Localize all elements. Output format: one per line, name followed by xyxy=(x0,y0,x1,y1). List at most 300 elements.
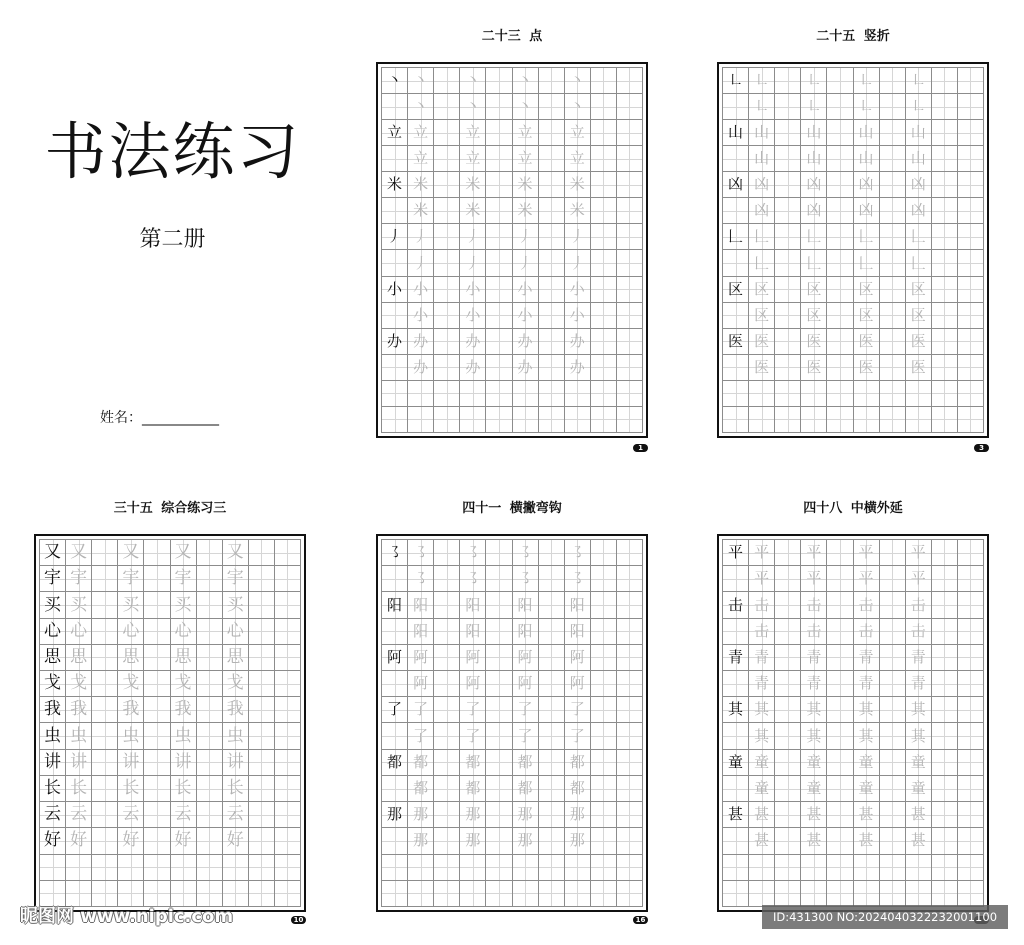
cover-name-field: 姓名：___________ xyxy=(100,410,219,426)
grid-cell xyxy=(906,723,932,749)
trace-character: 丶 xyxy=(465,71,481,90)
grid-cell xyxy=(854,723,880,749)
grid-cell xyxy=(118,776,144,802)
grid-cell xyxy=(749,881,775,907)
trace-character: 丶 xyxy=(465,97,481,116)
trace-character: 都 xyxy=(413,752,429,771)
trace-character: 平 xyxy=(858,543,874,562)
trace-character: ㇌ xyxy=(569,569,585,588)
grid-cell xyxy=(880,671,906,697)
grid-cell xyxy=(66,723,92,749)
grid-cell xyxy=(591,407,617,433)
grid-cell xyxy=(66,828,92,854)
grid-cell xyxy=(40,645,66,671)
page-number-badge: 10 xyxy=(291,916,306,924)
grid-cell xyxy=(827,68,853,94)
model-character: 戈 xyxy=(44,673,62,694)
grid-cell xyxy=(144,566,170,592)
grid-cell xyxy=(249,697,275,723)
grid-cell xyxy=(539,802,565,828)
grid-cell xyxy=(92,776,118,802)
trace-character: 区 xyxy=(910,305,926,324)
grid-cell xyxy=(775,250,801,276)
trace-character: 青 xyxy=(858,647,874,666)
grid-cell xyxy=(723,407,749,433)
trace-character: 丶 xyxy=(413,97,429,116)
grid-cell xyxy=(486,94,512,120)
grid-cell xyxy=(565,776,591,802)
grid-cell xyxy=(223,619,249,645)
grid-cell xyxy=(382,855,408,881)
grid-cell xyxy=(460,723,486,749)
grid-cell xyxy=(197,671,223,697)
grid-cell xyxy=(880,303,906,329)
grid-cell xyxy=(408,750,434,776)
grid-cell xyxy=(723,146,749,172)
trace-character: 丿 xyxy=(413,227,429,246)
grid-cell xyxy=(486,224,512,250)
grid-cell xyxy=(880,855,906,881)
trace-character: 童 xyxy=(806,752,822,771)
trace-character: 其 xyxy=(806,700,822,719)
grid-cell xyxy=(801,750,827,776)
grid-cell xyxy=(197,540,223,566)
model-character: 山 xyxy=(728,123,744,142)
trace-character: 医 xyxy=(754,331,770,350)
grid-cell xyxy=(197,776,223,802)
grid-cell xyxy=(460,540,486,566)
grid-cell xyxy=(958,250,984,276)
trace-character: 童 xyxy=(858,779,874,798)
grid-cell xyxy=(749,303,775,329)
grid-cell xyxy=(827,776,853,802)
grid-cell xyxy=(539,329,565,355)
grid-cell xyxy=(775,381,801,407)
grid-cell xyxy=(801,355,827,381)
grid-cell xyxy=(958,94,984,120)
grid-cell xyxy=(513,224,539,250)
grid-cell xyxy=(197,750,223,776)
grid-cell xyxy=(906,146,932,172)
grid-cell xyxy=(118,802,144,828)
model-character: 医 xyxy=(728,331,744,350)
grid-cell xyxy=(513,355,539,381)
grid-cell xyxy=(749,120,775,146)
trace-character: ㇗ xyxy=(858,71,874,90)
grid-cell xyxy=(434,250,460,276)
grid-cell xyxy=(434,68,460,94)
grid-cell xyxy=(40,592,66,618)
trace-character: 凶 xyxy=(858,175,874,194)
grid-cell xyxy=(617,198,643,224)
grid-cell xyxy=(617,172,643,198)
trace-character: 了 xyxy=(517,700,533,719)
grid-cell xyxy=(854,566,880,592)
grid-cell xyxy=(118,671,144,697)
trace-character: 童 xyxy=(806,779,822,798)
grid-cell xyxy=(40,540,66,566)
grid-cell xyxy=(460,855,486,881)
trace-character: 甚 xyxy=(910,805,926,824)
grid-cell xyxy=(880,146,906,172)
grid-cell xyxy=(565,802,591,828)
grid-cell xyxy=(723,881,749,907)
grid-cell xyxy=(171,592,197,618)
grid-cell xyxy=(958,68,984,94)
grid-cell xyxy=(171,697,197,723)
grid-cell xyxy=(749,224,775,250)
grid-cell xyxy=(591,723,617,749)
grid-cell xyxy=(460,198,486,224)
grid-cell xyxy=(92,828,118,854)
trace-character: 丿 xyxy=(569,227,585,246)
grid-cell xyxy=(801,172,827,198)
grid-cell xyxy=(460,277,486,303)
grid-cell xyxy=(539,355,565,381)
grid-cell xyxy=(66,697,92,723)
grid-cell xyxy=(906,828,932,854)
trace-character: 米 xyxy=(517,201,533,220)
grid-cell xyxy=(958,881,984,907)
grid-cell xyxy=(275,671,301,697)
grid-cell xyxy=(434,802,460,828)
trace-character: ㇌ xyxy=(465,543,481,562)
grid-cell xyxy=(118,750,144,776)
grid-cell xyxy=(801,855,827,881)
trace-character: 阳 xyxy=(517,595,533,614)
grid-cell xyxy=(92,855,118,881)
grid-cell xyxy=(565,224,591,250)
grid-cell xyxy=(565,645,591,671)
grid-cell xyxy=(617,250,643,276)
trace-character: 其 xyxy=(910,726,926,745)
grid-cell xyxy=(591,855,617,881)
grid-cell xyxy=(171,776,197,802)
grid-cell xyxy=(66,592,92,618)
grid-cell xyxy=(958,697,984,723)
grid-cell xyxy=(249,750,275,776)
grid-cell xyxy=(617,776,643,802)
grid-cell xyxy=(723,250,749,276)
grid-cell xyxy=(749,671,775,697)
grid-cell xyxy=(880,776,906,802)
grid-cell xyxy=(723,619,749,645)
sheet-title: 二十三 点 xyxy=(481,29,543,44)
grid-cell xyxy=(723,540,749,566)
grid-cell xyxy=(591,881,617,907)
grid-cell xyxy=(223,540,249,566)
grid-cell xyxy=(749,540,775,566)
model-character: 都 xyxy=(387,752,403,771)
grid-cell xyxy=(249,802,275,828)
grid-cell xyxy=(408,566,434,592)
grid-cell xyxy=(880,828,906,854)
grid-cell xyxy=(932,697,958,723)
grid-cell xyxy=(906,250,932,276)
grid-cell xyxy=(827,381,853,407)
grid-cell xyxy=(854,619,880,645)
grid-cell xyxy=(958,224,984,250)
grid-cell xyxy=(854,645,880,671)
trace-character: 阿 xyxy=(465,647,481,666)
trace-character: ㇌ xyxy=(517,569,533,588)
grid-cell xyxy=(775,94,801,120)
grid-cell xyxy=(775,723,801,749)
grid-cell xyxy=(854,750,880,776)
trace-character: 了 xyxy=(569,726,585,745)
grid-cell xyxy=(565,619,591,645)
grid-cell xyxy=(486,277,512,303)
grid-cell xyxy=(827,355,853,381)
trace-character: 击 xyxy=(754,595,770,614)
trace-character: 阳 xyxy=(413,595,429,614)
grid-cell xyxy=(382,645,408,671)
grid-cell xyxy=(827,619,853,645)
grid-cell xyxy=(408,146,434,172)
grid-cell xyxy=(617,540,643,566)
trace-character: 击 xyxy=(910,595,926,614)
grid-cell xyxy=(434,146,460,172)
grid-cell xyxy=(723,329,749,355)
grid-cell xyxy=(591,802,617,828)
model-character: 讲 xyxy=(44,751,62,772)
grid-cell xyxy=(408,250,434,276)
grid-cell xyxy=(513,671,539,697)
grid-cell xyxy=(775,540,801,566)
grid-cell xyxy=(801,329,827,355)
grid-cell xyxy=(144,671,170,697)
grid-cell xyxy=(854,802,880,828)
grid-cell xyxy=(275,855,301,881)
grid-cell xyxy=(565,146,591,172)
trace-character: 丶 xyxy=(517,97,533,116)
grid-cell xyxy=(880,94,906,120)
grid-cell xyxy=(906,198,932,224)
grid-cell xyxy=(617,723,643,749)
grid-cell xyxy=(749,855,775,881)
grid-cell xyxy=(617,671,643,697)
grid-cell xyxy=(749,802,775,828)
grid-cell xyxy=(539,619,565,645)
trace-character: ㇗ xyxy=(910,97,926,116)
grid-cell xyxy=(486,250,512,276)
grid-cell xyxy=(144,723,170,749)
grid-cell xyxy=(382,723,408,749)
grid-cell xyxy=(932,750,958,776)
trace-character: ㇌ xyxy=(465,569,481,588)
grid-cell xyxy=(932,802,958,828)
grid-cell xyxy=(460,592,486,618)
grid-cell xyxy=(434,540,460,566)
grid-cell xyxy=(827,224,853,250)
grid-cell xyxy=(460,776,486,802)
grid-cell xyxy=(854,355,880,381)
grid-cell xyxy=(92,697,118,723)
trace-character: 都 xyxy=(413,779,429,798)
trace-character: 宇 xyxy=(226,568,244,589)
grid-cell xyxy=(382,146,408,172)
grid-cell xyxy=(591,146,617,172)
trace-character: 童 xyxy=(858,752,874,771)
grid-cell xyxy=(854,329,880,355)
trace-character: 𠃊 xyxy=(858,253,874,272)
grid-cell xyxy=(249,723,275,749)
trace-character: ㇗ xyxy=(754,71,770,90)
practice-sheet xyxy=(376,62,648,438)
trace-character: 山 xyxy=(754,123,770,142)
grid-cell xyxy=(854,172,880,198)
trace-character: 甚 xyxy=(754,805,770,824)
grid-cell xyxy=(144,697,170,723)
grid-cell xyxy=(617,828,643,854)
grid-cell xyxy=(460,750,486,776)
grid-cell xyxy=(408,94,434,120)
trace-character: 𠃊 xyxy=(910,253,926,272)
grid-cell xyxy=(801,671,827,697)
grid-cell xyxy=(906,303,932,329)
grid-cell xyxy=(958,776,984,802)
grid-cell xyxy=(827,697,853,723)
model-character: 𠃊 xyxy=(728,227,744,246)
grid-cell xyxy=(171,802,197,828)
practice-sheet xyxy=(34,534,306,912)
grid-cell xyxy=(854,250,880,276)
trace-character: 青 xyxy=(910,674,926,693)
grid-cell xyxy=(932,303,958,329)
grid-cell xyxy=(723,750,749,776)
grid-cell xyxy=(906,68,932,94)
grid-cell xyxy=(275,645,301,671)
grid-cell xyxy=(880,250,906,276)
trace-character: 宇 xyxy=(70,568,88,589)
grid-cell xyxy=(408,224,434,250)
trace-character: 区 xyxy=(806,305,822,324)
grid-cell xyxy=(382,355,408,381)
grid-cell xyxy=(486,750,512,776)
grid-cell xyxy=(460,381,486,407)
grid-cell xyxy=(932,120,958,146)
grid-cell xyxy=(775,697,801,723)
grid-cell xyxy=(408,802,434,828)
grid-cell xyxy=(513,172,539,198)
grid-cell xyxy=(382,592,408,618)
model-character: 办 xyxy=(387,331,403,350)
grid-cell xyxy=(591,540,617,566)
model-character: 童 xyxy=(728,752,744,771)
trace-character: 小 xyxy=(569,279,585,298)
trace-character: 青 xyxy=(754,674,770,693)
grid-cell xyxy=(275,566,301,592)
grid-cell xyxy=(932,198,958,224)
grid-cell xyxy=(854,592,880,618)
trace-character: 立 xyxy=(465,123,481,142)
grid-cell xyxy=(906,224,932,250)
grid-cell xyxy=(880,224,906,250)
grid-cell xyxy=(408,592,434,618)
model-character: 区 xyxy=(728,279,744,298)
grid-cell xyxy=(408,303,434,329)
grid-cell xyxy=(434,697,460,723)
grid-cell xyxy=(854,540,880,566)
trace-character: 凶 xyxy=(910,201,926,220)
grid-cell xyxy=(723,645,749,671)
grid-cell xyxy=(775,146,801,172)
grid-cell xyxy=(513,802,539,828)
grid-cell xyxy=(723,671,749,697)
grid-cell xyxy=(565,120,591,146)
grid-cell xyxy=(144,802,170,828)
trace-character: 丶 xyxy=(569,71,585,90)
trace-character: 凶 xyxy=(754,201,770,220)
grid-cell xyxy=(408,172,434,198)
grid-cell xyxy=(958,172,984,198)
grid-cell xyxy=(118,855,144,881)
trace-character: 那 xyxy=(569,805,585,824)
grid-cell xyxy=(565,172,591,198)
trace-character: ㇌ xyxy=(517,543,533,562)
grid-cell xyxy=(513,566,539,592)
grid-cell xyxy=(171,645,197,671)
grid-cell xyxy=(617,277,643,303)
grid-cell xyxy=(249,881,275,907)
grid-cell xyxy=(801,146,827,172)
model-character: 好 xyxy=(44,830,62,851)
trace-character: 戈 xyxy=(70,673,88,694)
trace-character: 区 xyxy=(806,279,822,298)
trace-character: 青 xyxy=(806,647,822,666)
grid-cell xyxy=(958,828,984,854)
grid-cell xyxy=(932,645,958,671)
grid-cell xyxy=(66,619,92,645)
model-character: 买 xyxy=(44,594,62,615)
grid-cell xyxy=(932,671,958,697)
trace-character: ㇌ xyxy=(413,569,429,588)
trace-character: 童 xyxy=(754,779,770,798)
grid-cell xyxy=(171,750,197,776)
trace-character: 米 xyxy=(517,175,533,194)
trace-character: 长 xyxy=(226,778,244,799)
grid-cell xyxy=(408,68,434,94)
trace-character: 好 xyxy=(70,830,88,851)
grid-cell xyxy=(932,224,958,250)
grid-cell xyxy=(749,592,775,618)
grid-cell xyxy=(958,407,984,433)
trace-character: 击 xyxy=(806,621,822,640)
trace-character: 又 xyxy=(174,542,192,563)
practice-sheet xyxy=(717,534,989,912)
model-character: 米 xyxy=(387,175,403,194)
grid-cell xyxy=(434,828,460,854)
grid-cell xyxy=(434,94,460,120)
grid-cell xyxy=(591,671,617,697)
trace-character: 办 xyxy=(413,357,429,376)
trace-character: ㇌ xyxy=(413,543,429,562)
grid-cell xyxy=(539,697,565,723)
grid-cell xyxy=(565,381,591,407)
grid-cell xyxy=(723,198,749,224)
grid-cell xyxy=(144,855,170,881)
grid-cell xyxy=(932,146,958,172)
sheet-title: 二十五 竖折 xyxy=(816,29,890,44)
grid-cell xyxy=(144,776,170,802)
trace-character: 凶 xyxy=(858,201,874,220)
grid-cell xyxy=(486,645,512,671)
grid-cell xyxy=(275,776,301,802)
trace-character: 又 xyxy=(70,542,88,563)
grid-cell xyxy=(513,776,539,802)
grid-cell xyxy=(958,802,984,828)
grid-cell xyxy=(801,250,827,276)
